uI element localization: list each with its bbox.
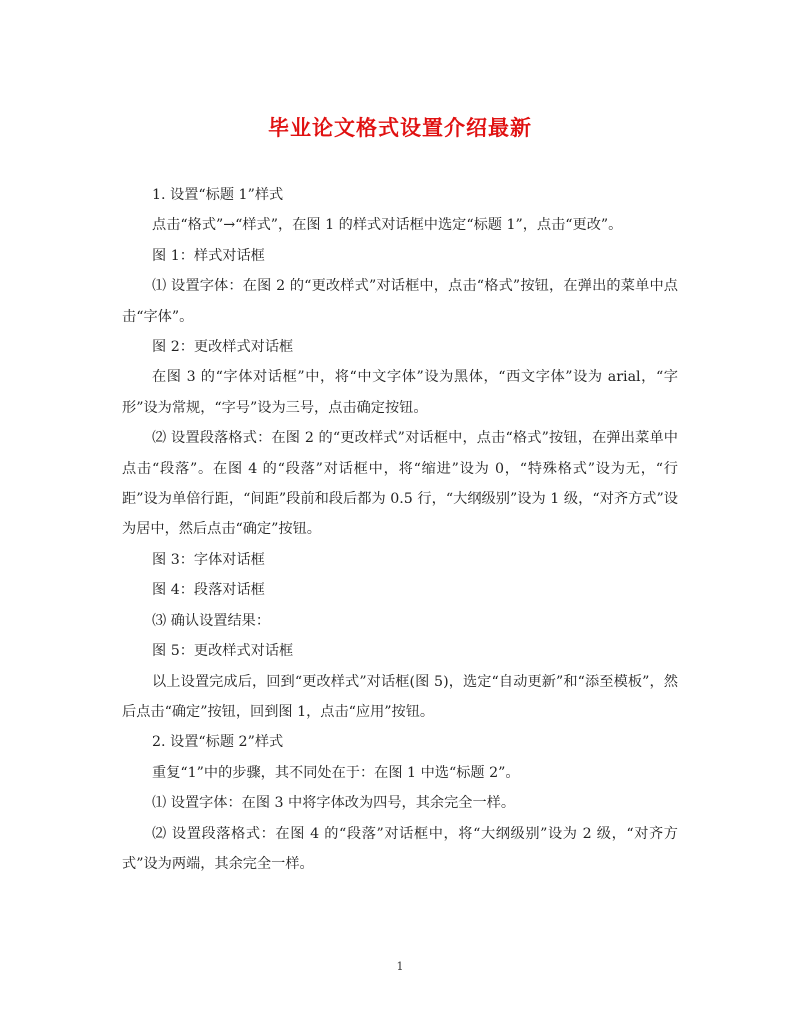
paragraph: 重复“1”中的步骤，其不同处在于：在图 1 中选“标题 2”。: [152, 764, 520, 781]
figure-caption: 图 4：段落对话框: [152, 582, 265, 599]
document-title: 毕业论文格式设置介绍最新: [268, 115, 532, 140]
paragraph: ⑴ 设置字体：在图 2 的“更改样式”对话框中，点击“格式”按钮，在弹出的菜单中点击“字体”。: [122, 278, 678, 325]
page-number: 1: [396, 960, 404, 973]
paragraph: ⑵ 设置段落格式：在图 2 的“更改样式”对话框中，点击“格式”按钮，在弹出菜单中点击“段落”。在图 4 的“段落”对话框中，将“缩进”设为 0，“特殊格式”设为无，“行距”设为单倍行距，“间距”段前和段后都为 0.5 行，“大纲级别”设为 1 级，“对齐方式”设为居中，然后点击“确定”按钮。: [122, 430, 678, 538]
figure-caption: 图 1：样式对话框: [152, 247, 265, 264]
paragraph: 以上设置完成后，回到“更改样式”对话框(图 5)，选定“自动更新”和“添至模板”，然后点击“确定”按钮，回到图 1，点击“应用”按钮。: [122, 673, 678, 720]
paragraph: 点击“格式”→“样式”，在图 1 的样式对话框中选定“标题 1”，点击“更改”。: [152, 217, 623, 234]
paragraph: ⑶ 确认设置结果：: [152, 612, 271, 629]
figure-caption: 图 2：更改样式对话框: [152, 339, 294, 356]
figure-caption: 图 5：更改样式对话框: [152, 643, 294, 660]
document-body: [122, 180, 678, 879]
paragraph: ⑴ 设置字体：在图 3 中将字体改为四号，其余完全一样。: [152, 795, 516, 812]
paragraph: 2. 设置“标题 2”样式: [152, 734, 284, 751]
paragraph: 1. 设置“标题 1”样式: [152, 187, 284, 203]
figure-caption: 图 3：字体对话框: [152, 551, 265, 568]
paragraph: ⑵ 设置段落格式：在图 4 的“段落”对话框中，将“大纲级别”设为 2 级，“对齐方式”设为两端，其余完全一样。: [122, 825, 678, 872]
paragraph: 在图 3 的“字体对话框”中，将“中文字体”设为黑体，“西文字体”设为 arial，“字形”设为常规，“字号”设为三号，点击确定按钮。: [122, 369, 678, 416]
